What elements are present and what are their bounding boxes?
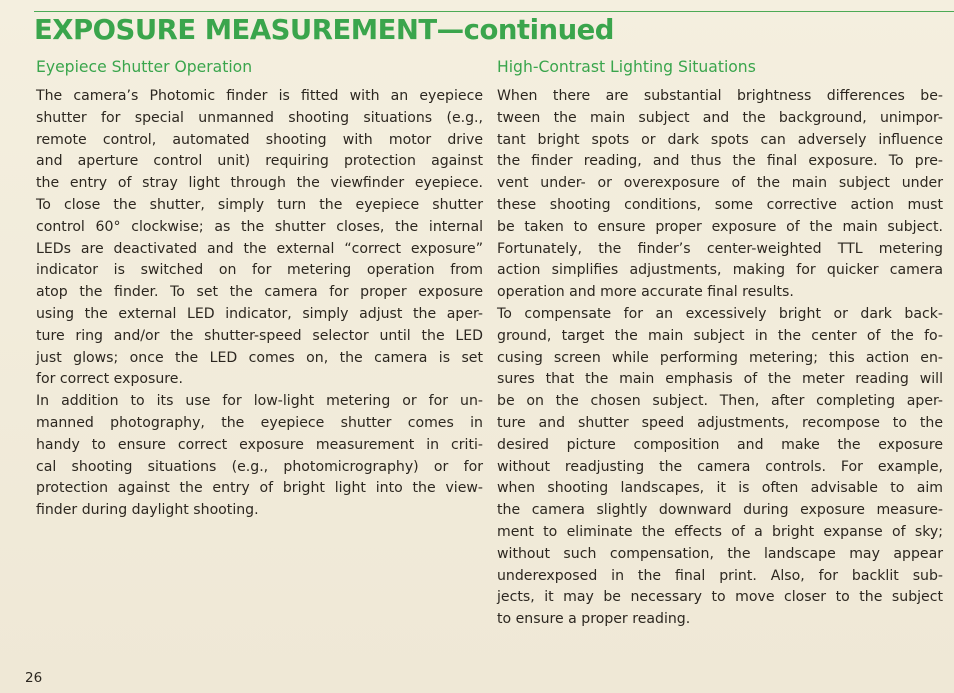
right-column bbox=[497, 56, 943, 631]
text-line: without readjusting the camera controls. For example, bbox=[497, 458, 943, 475]
text-line: The camera’s Photomic finder is fitted with an eyepiece bbox=[36, 88, 483, 104]
text-line: just glows; once the LED comes on, the camera is set bbox=[36, 349, 483, 366]
text-line: using the external LED indicator, simply adjust the aper- bbox=[36, 305, 483, 322]
text-line: jects, it may be necessary to move closer to the subject bbox=[497, 589, 943, 606]
text-line: indicator is switched on for metering operation from bbox=[36, 262, 483, 279]
text-line: be on the chosen subject. Then, after completing aper- bbox=[497, 393, 943, 410]
text-line: ment to eliminate the effects of a bright expanse of sky; bbox=[497, 523, 943, 540]
section-heading-eyepiece-shutter: Eyepiece Shutter Operation bbox=[36, 58, 253, 76]
text-line: these shooting conditions, some corrective action must bbox=[497, 196, 943, 213]
text-line: operation and more accurate final results. bbox=[497, 284, 794, 301]
text-line: the entry of stray light through the viewfinder eyepiece. bbox=[36, 175, 483, 192]
page-number: 26 bbox=[25, 670, 43, 686]
text-line: In addition to its use for low-light metering or for un- bbox=[36, 393, 483, 410]
text-line: Fortunately, the finder’s center-weighted TTL metering bbox=[497, 240, 943, 257]
text-line: the finder reading, and thus the final exposure. To pre- bbox=[497, 153, 943, 170]
text-line: When there are substantial brightness differences be- bbox=[497, 88, 943, 104]
text-line: finder during daylight shooting. bbox=[36, 502, 259, 519]
text-line: cusing screen while performing metering; this action en- bbox=[497, 349, 943, 366]
paragraph bbox=[497, 86, 943, 304]
paragraph bbox=[497, 304, 943, 631]
text-line: remote control, automated shooting with motor drive bbox=[36, 131, 483, 148]
text-line: desired picture composition and make the exposure bbox=[497, 436, 943, 453]
text-line: action simplifies adjustments, making for quicker camera bbox=[497, 262, 943, 279]
text-line: tant bright spots or dark spots can adversely influence bbox=[497, 131, 943, 148]
section-heading-high-contrast: High-Contrast Lighting Situations bbox=[497, 58, 756, 76]
page-title: EXPOSURE MEASUREMENT—continued bbox=[34, 14, 614, 46]
text-line: tween the main subject and the background, unimpor- bbox=[497, 109, 943, 126]
text-line: be taken to ensure proper exposure of the main subject. bbox=[497, 218, 943, 235]
left-column bbox=[36, 56, 483, 522]
text-line: and aperture control unit) requiring protection against bbox=[36, 153, 483, 170]
text-line: vent under- or overexposure of the main subject under bbox=[497, 175, 943, 192]
text-line: the camera slightly downward during exposure measure- bbox=[497, 502, 943, 519]
text-line: LEDs are deactivated and the external “correct exposure” bbox=[36, 240, 483, 257]
text-line: handy to ensure correct exposure measurement in criti- bbox=[36, 436, 483, 453]
text-line: ture ring and/or the shutter-speed selector until the LED bbox=[36, 327, 483, 344]
text-line: control 60° clockwise; as the shutter closes, the internal bbox=[36, 218, 483, 235]
text-line: cal shooting situations (e.g., photomicrography) or for bbox=[36, 458, 483, 475]
text-line: ground, target the main subject in the center of the fo- bbox=[497, 327, 943, 344]
text-line: underexposed in the final print. Also, for backlit sub- bbox=[497, 567, 943, 584]
text-line: for correct exposure. bbox=[36, 371, 183, 388]
text-line: manned photography, the eyepiece shutter comes in bbox=[36, 414, 483, 431]
text-line: shutter for special unmanned shooting situations (e.g., bbox=[36, 109, 483, 126]
text-line: To compensate for an excessively bright or dark back- bbox=[497, 305, 943, 322]
text-line: when shooting landscapes, it is often advisable to aim bbox=[497, 480, 943, 497]
text-line: protection against the entry of bright light into the view- bbox=[36, 480, 483, 497]
text-line: without such compensation, the landscape may appear bbox=[497, 545, 943, 562]
text-line: to ensure a proper reading. bbox=[497, 611, 691, 628]
text-line: To close the shutter, simply turn the eyepiece shutter bbox=[36, 196, 483, 213]
paragraph bbox=[36, 86, 483, 391]
text-line: sures that the main emphasis of the meter reading will bbox=[497, 371, 943, 388]
text-line: atop the finder. To set the camera for proper exposure bbox=[36, 284, 483, 301]
paragraph bbox=[36, 391, 483, 522]
text-line: ture and shutter speed adjustments, recompose to the bbox=[497, 414, 943, 431]
